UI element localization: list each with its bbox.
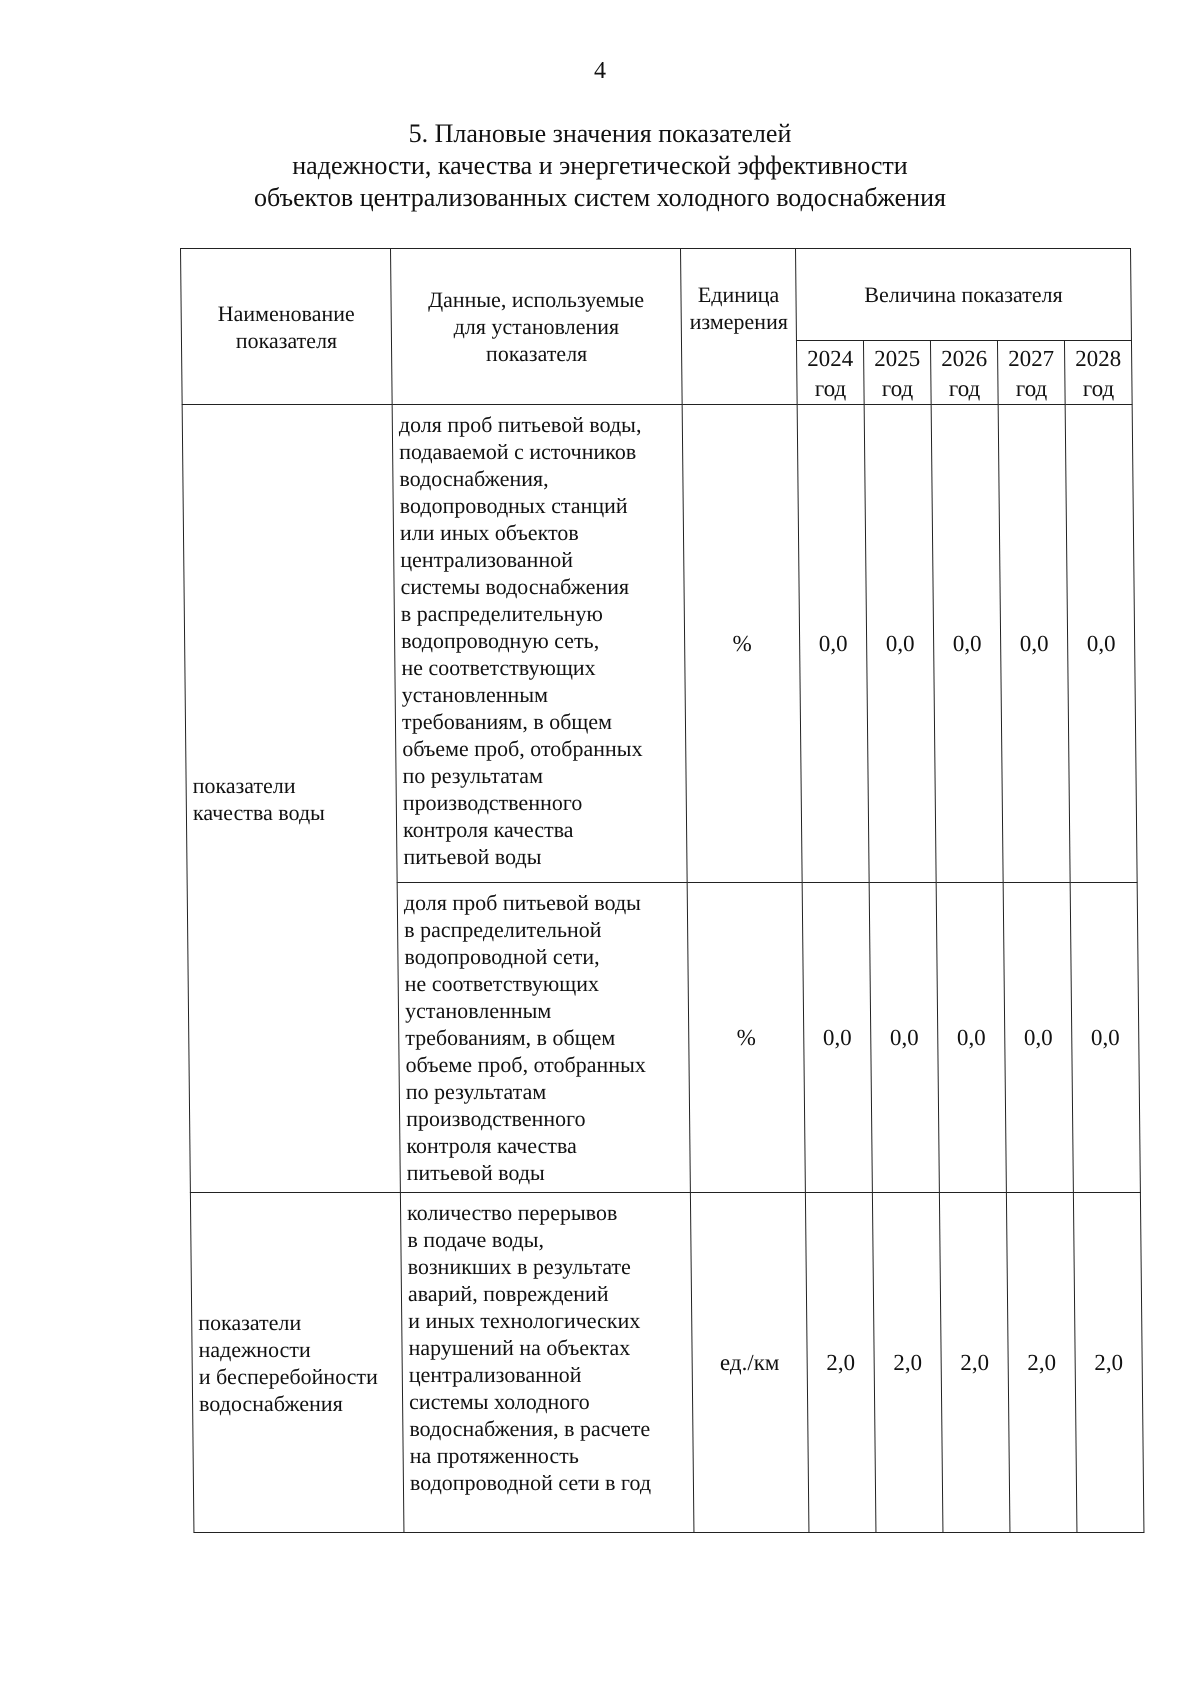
value-cell: 0,0 [998,405,1070,883]
value-cell: 0,0 [1070,883,1140,1193]
value-cell: 2,0 [939,1193,1010,1533]
value-cell: 0,0 [802,883,872,1193]
indicator-description: доля проб питьевой воды, подаваемой с источников водоснабжения, водопроводных станций или иных объектов централизованной системы водоснабжения в распределительную водопроводную сеть, не соответствующих установленным требованиям, в общем объеме проб, отобранных по результатам производственного контроля качества питьевой воды [392,405,687,883]
indicator-description: количество перерывов в подаче воды, возникших в результате аварий, повреждений и иных технологических нарушений на объектах централизованной системы холодного водоснабжения, в расчете на протяженность водопроводной сети в год [400,1193,694,1533]
table-row [182,405,1137,883]
title-line: надежности, качества и энергетической эффективности [292,151,908,180]
unit-cell: % [682,405,802,883]
value-cell: 2,0 [805,1193,876,1533]
title-line: 5. Плановые значения показателей [408,119,792,148]
header-unit: Единица измерения [681,249,798,405]
indicator-description: доля проб питьевой воды в распределительной водопроводной сети, не соответствующих установленным требованиям, в общем объеме проб, отобранных по результатам производственного контроля качества питьевой воды [397,883,690,1193]
value-cell: 0,0 [869,883,939,1193]
value-cell: 0,0 [936,883,1006,1193]
value-cell: 0,0 [931,405,1003,883]
header-name: Наименование показателя [181,249,393,405]
header-year-2027: 2027 год [997,341,1065,405]
indicators-table [180,248,1144,1533]
header-data-used: Данные, используемые для установления показателя [391,249,683,405]
indicator-name-reliability: показатели надежности и бесперебойности водоснабжения [190,1193,404,1533]
value-cell: 2,0 [872,1193,943,1533]
unit-cell: ед./км [690,1193,809,1533]
value-cell: 2,0 [1006,1193,1077,1533]
title-line: объектов централизованных систем холодного водоснабжения [254,183,946,212]
header-year-2026: 2026 год [930,341,998,405]
value-cell: 0,0 [1065,405,1137,883]
value-cell: 2,0 [1073,1193,1144,1533]
value-cell: 0,0 [864,405,936,883]
header-value-group: Величина показателя [796,249,1132,341]
section-title [0,118,1200,214]
value-cell: 0,0 [797,405,869,883]
header-year-2024: 2024 год [796,341,864,405]
unit-cell: % [687,883,805,1193]
table-row [190,1193,1144,1533]
header-year-2028: 2028 год [1064,341,1132,405]
page-number: 4 [594,58,606,84]
value-cell: 0,0 [1003,883,1073,1193]
header-year-2025: 2025 год [863,341,931,405]
indicator-name-water-quality: показатели качества воды [182,405,400,1193]
